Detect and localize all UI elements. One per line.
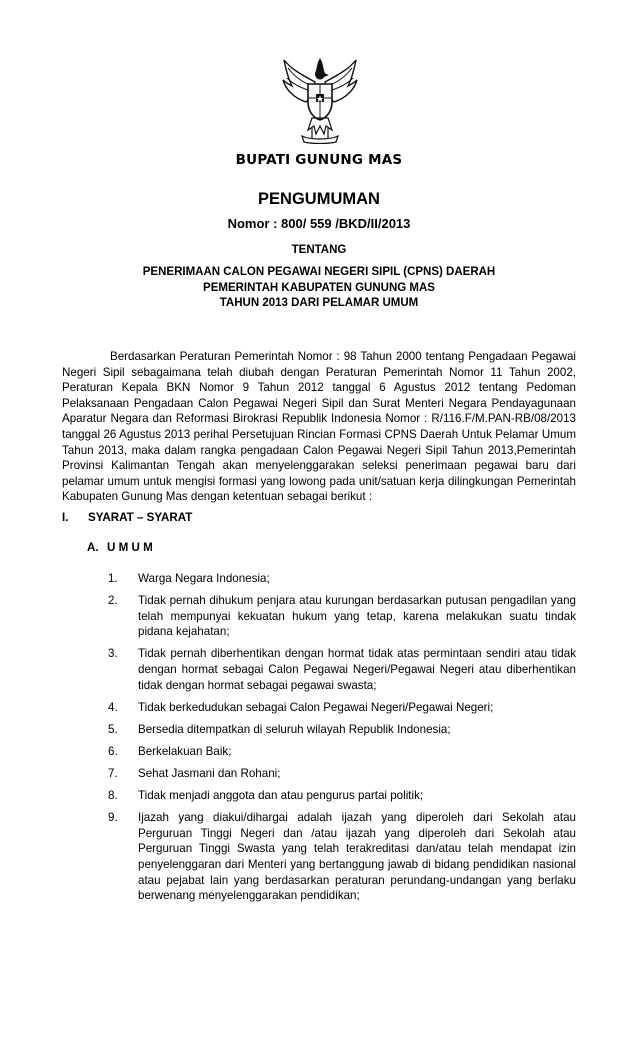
list-item [108, 646, 576, 693]
list-item [108, 788, 576, 804]
subject-line: TAHUN 2013 DARI PELAMAR UMUM [219, 297, 419, 309]
item-text: Warga Negara Indonesia; [138, 572, 270, 585]
item-number: 1. [108, 572, 118, 585]
list-item [108, 722, 576, 738]
item-text: Sehat Jasmani dan Rohani; [138, 766, 281, 780]
document-title: PENGUMUMAN [258, 190, 380, 208]
item-text: Tidak pernah dihukum penjara atau kurungan berdasarkan putusan pengadilan yang telah mempunyai kekuatan hukum yang tetap, karena melakukan suatu tindak pidana kejahatan; [138, 594, 576, 639]
subject-line: PEMERINTAH KABUPATEN GUNUNG MAS [203, 281, 435, 294]
item-number: 6. [108, 744, 118, 758]
item-number: 5. [108, 722, 118, 736]
list-item [108, 571, 576, 587]
item-text: Ijazah yang diakui/dihargai adalah ijazah yang diperoleh dari Sekolah atau Perguruan Tinggi Negeri dan /atau ijazah yang diperoleh dari Sekolah atau Perguruan Tinggi Swasta yang telah terakreditasi dan/atau telah mendapat izin penyelenggaran dari Menteri yang bertanggung jawab di bidang pendidikan nasional atau pejabat lain yang berdasarkan peraturan perundang-undangan yang berlaku berwenang menyelenggarakan pendidikan; [138, 811, 576, 903]
issuer-title: BUPATI GUNUNG MAS [235, 152, 403, 168]
item-number: 8. [108, 789, 118, 803]
list-item [108, 810, 576, 904]
subject-line: PENERIMAAN CALON PEGAWAI NEGERI SIPIL (CPNS) DAERAH [142, 266, 496, 278]
subsection-title: U M U M [107, 541, 153, 554]
item-text: Tidak berkedudukan sebagai Calon Pegawai Negeri/Pegawai Negeri; [138, 700, 494, 714]
list-item [108, 766, 576, 782]
document-number: Nomor : 800/ 559 /BKD/II/2013 [227, 216, 411, 231]
item-number: 3. [108, 647, 118, 661]
intro-paragraph: Berdasarkan Peraturan Pemerintah Nomor : 98 Tahun 2000 tentang Pengadaan Pegawai Negeri Sipil sebagaimana telah diubah dengan Peraturan Pemerintah Nomor 11 Tahun 2002, Peraturan Kepala BKN Nomor 9 Tahun 2012 tanggal 6 Agustus 2012 tentang Pedoman Pelaksanaan Pengadaan Calon Pegawai Negeri Sipil dan Surat Menteri Negara Pendayagunaan Aparatur Negara dan Reformasi Birokrasi Republik Indonesia Nomor : R/116.F/M.PAN-RB/08/2013 tanggal 26 Agustus 2013 perihal Persetujuan Rincian Formasi CPNS Daerah Untuk Pelamar Umum Tahun 2013, maka dalam rangka pengadaan Calon Pegawai Negeri Sipil Tahun 2013,Pemerintah Provinsi Kalimantan Tengah akan menyelenggarakan seleksi penerimaan pegawai baru dari pelamar umum untuk mengisi formasi yang lowong pada unit/satuan kerja dilingkungan Pemerintah Kabupaten Gunung Mas dengan ketentuan sebagai berikut : [62, 350, 576, 504]
item-text: Berkelakuan Baik; [138, 744, 232, 758]
garuda-emblem-icon [282, 56, 358, 144]
item-text: Bersedia ditempatkan di seluruh wilayah Republik Indonesia; [138, 722, 451, 736]
item-text: Tidak menjadi anggota dan atau pengurus partai politik; [138, 789, 424, 803]
about-label: TENTANG [291, 244, 347, 256]
item-number: 4. [108, 700, 118, 714]
section-number: I. [62, 511, 69, 524]
list-item [108, 593, 576, 640]
item-number: 2. [108, 594, 118, 608]
section-heading [62, 511, 192, 524]
list-item [108, 744, 576, 760]
list-item [108, 700, 576, 716]
subject-block [0, 265, 638, 312]
item-number: 9. [108, 811, 118, 825]
item-text: Tidak pernah diberhentikan dengan hormat tidak atas permintaan sendiri atau tidak dengan hormat sebagai Calon Pegawai Negeri/Pegawai Negeri atau diberhentikan tidak dengan hormat sebagai pegawai swasta; [138, 647, 576, 692]
subsection-number: A. [87, 541, 99, 554]
section-title: SYARAT – SYARAT [88, 511, 193, 524]
subsection-heading [87, 541, 153, 554]
requirements-list [108, 571, 576, 910]
item-number: 7. [108, 766, 118, 780]
